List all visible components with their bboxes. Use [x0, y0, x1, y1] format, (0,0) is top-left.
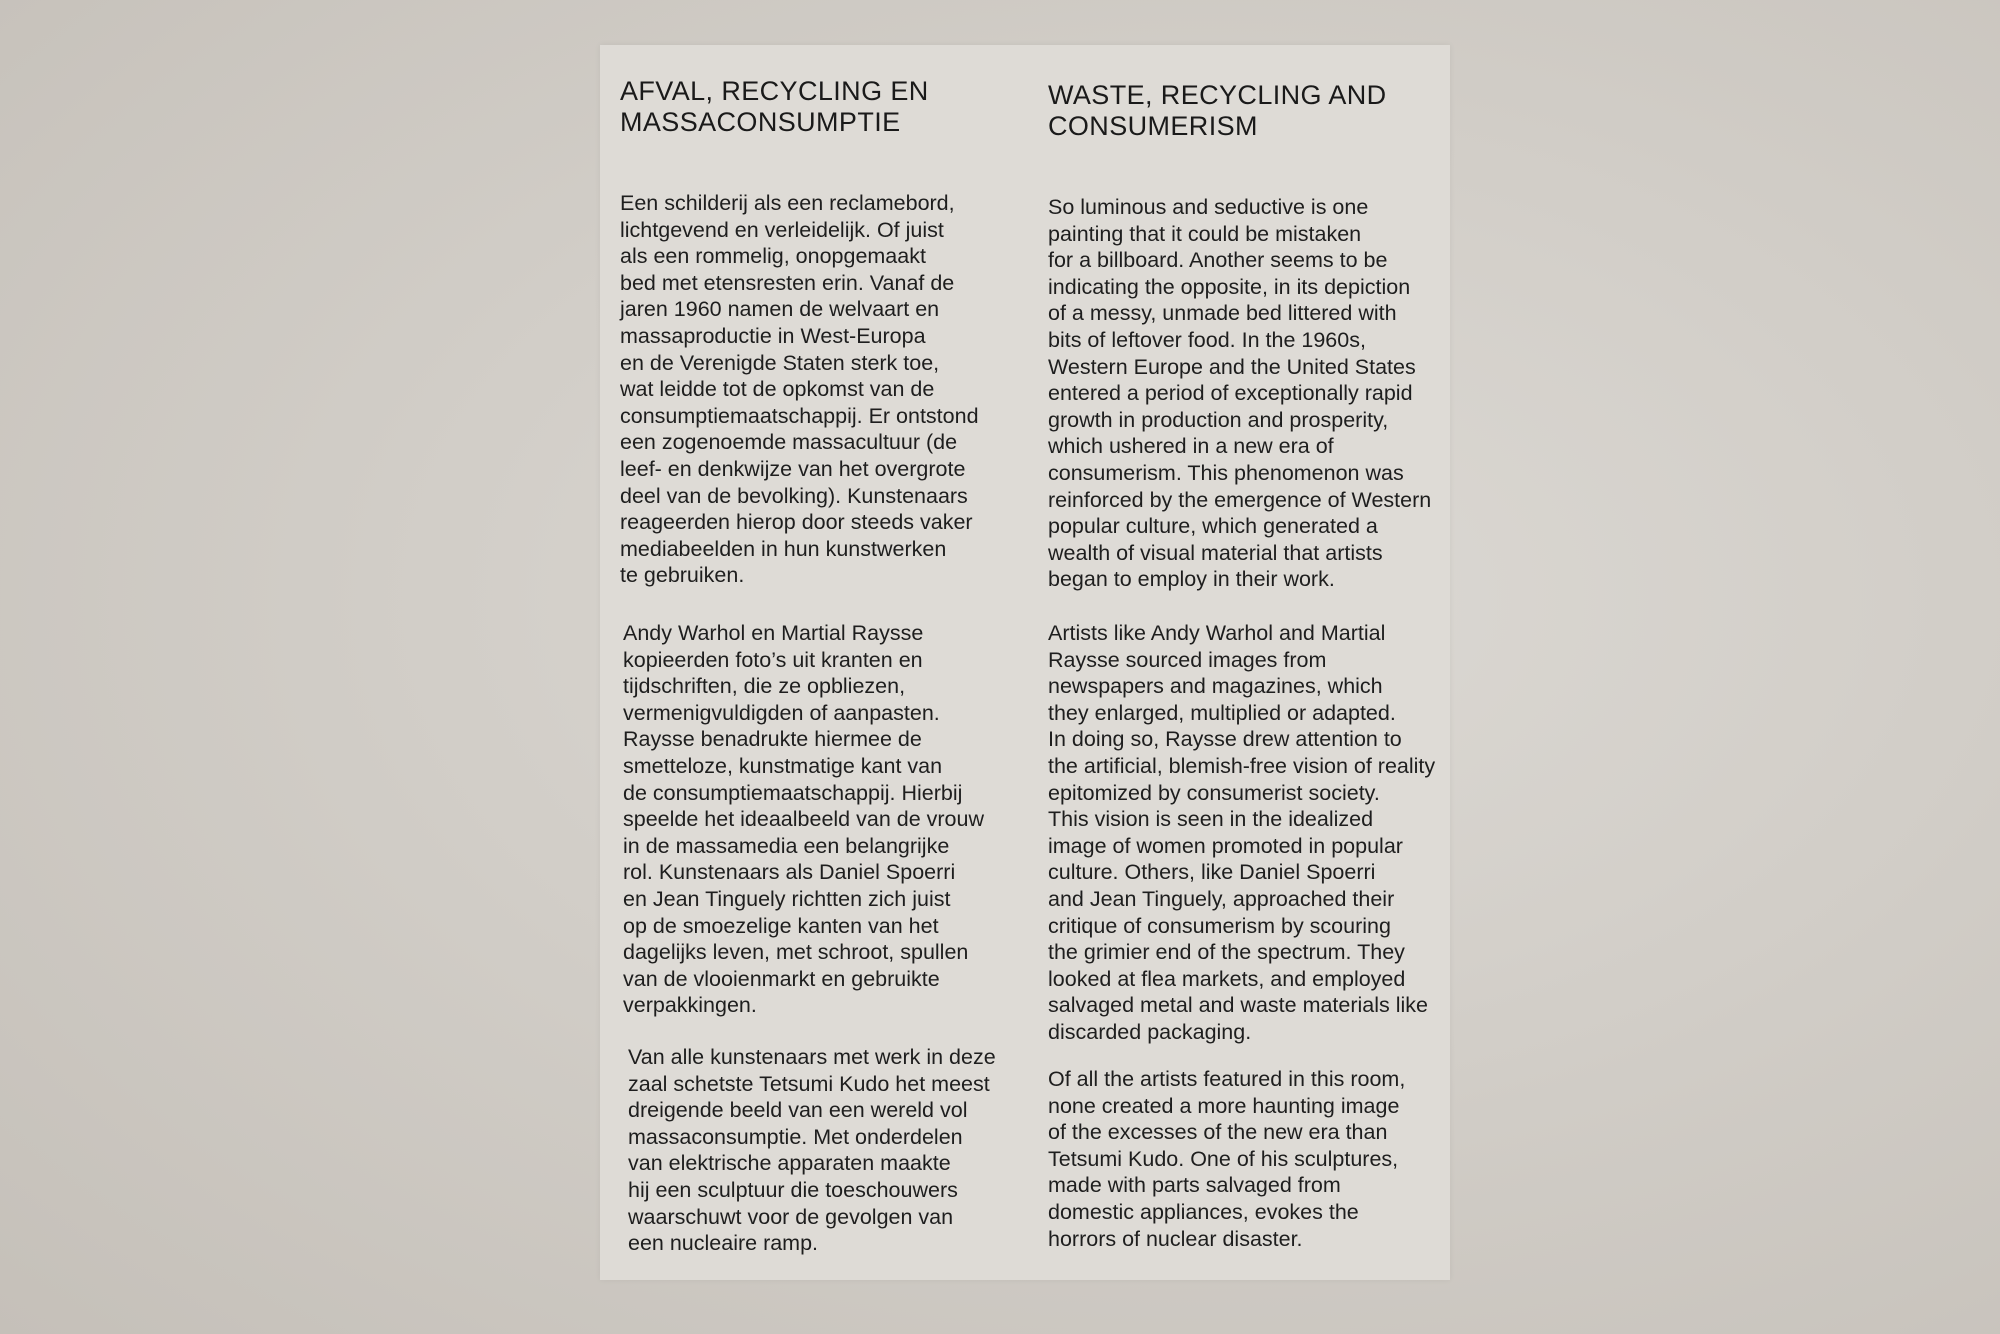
- dutch-paragraph-3: Van alle kunstenaars met werk in deze zaal schetste Tetsumi Kudo het meest dreigende beeld van een wereld vol massaconsumptie. Met onderdelen van elektrische apparaten maakte hij een sculptuur die toeschouwers waarschuwt voor de gevolgen van een nucleaire ramp.: [628, 1045, 996, 1256]
- dutch-heading: AFVAL, RECYCLING EN MASSACONSUMPTIE: [620, 76, 929, 137]
- dutch-paragraph-1: Een schilderij als een reclamebord, lichtgevend en verleidelijk. Of juist als een rommelig, onopgemaakt bed met etensresten erin. Vanaf de jaren 1960 namen de welvaart en massaproductie in West-Europa en de Verenigde Staten sterk toe, wat leidde tot de opkomst van de consumptiemaatschappij. Er ontstond een zogenoemde massacultuur (de leef- en denkwijze van het overgrote deel van de bevolking). Kunstenaars reageerden hierop door steeds vaker mediabeelden in hun kunstwerken te gebruiken.: [620, 191, 979, 588]
- dutch-paragraph-2: Andy Warhol en Martial Raysse kopieerden foto’s uit kranten en tijdschriften, die ze opbliezen, vermenigvuldigden of aanpasten. Raysse benadrukte hiermee de smetteloze, kunstmatige kant van de consumptiemaatschappij. Hierbij speelde het ideaalbeeld van de vrouw in de massamedia een belangrijke rol. Kunstenaars als Daniel Spoerri en Jean Tinguely richtten zich juist op de smoezelige kanten van het dagelijks leven, met schroot, spullen van de vlooienmarkt en gebruikte verpakkingen.: [623, 621, 984, 1018]
- english-paragraph-2: Artists like Andy Warhol and Martial Raysse sourced images from newspapers and magazines, which they enlarged, multiplied or adapted. In doing so, Raysse drew attention to the artificial, blemish-free vision of reality epitomized by consumerist society. This vision is seen in the idealized image of women promoted in popular culture. Others, like Daniel Spoerri and Jean Tinguely, approached their critique of consumerism by scouring the grimier end of the spectrum. They looked at flea markets, and employed salvaged metal and waste materials like discarded packaging.: [1048, 621, 1436, 1044]
- english-paragraph-3: Of all the artists featured in this room, none created a more haunting image of the excesses of the new era than Tetsumi Kudo. One of his sculptures, made with parts salvaged from domestic appliances, evokes the horrors of nuclear disaster.: [1048, 1067, 1406, 1251]
- english-paragraph-1: So luminous and seductive is one painting that it could be mistaken for a billboard. Another seems to be indicating the opposite, in its depiction of a messy, unmade bed littered with bits of leftover food. In the 1960s, Western Europe and the United States entered a period of exceptionally rapid growth in production and prosperity, which ushered in a new era of consumerism. This phenomenon was reinforced by the emergence of Western popular culture, which generated a wealth of visual material that artists began to employ in their work.: [1048, 195, 1432, 592]
- english-heading: WASTE, RECYCLING AND CONSUMERISM: [1048, 80, 1387, 141]
